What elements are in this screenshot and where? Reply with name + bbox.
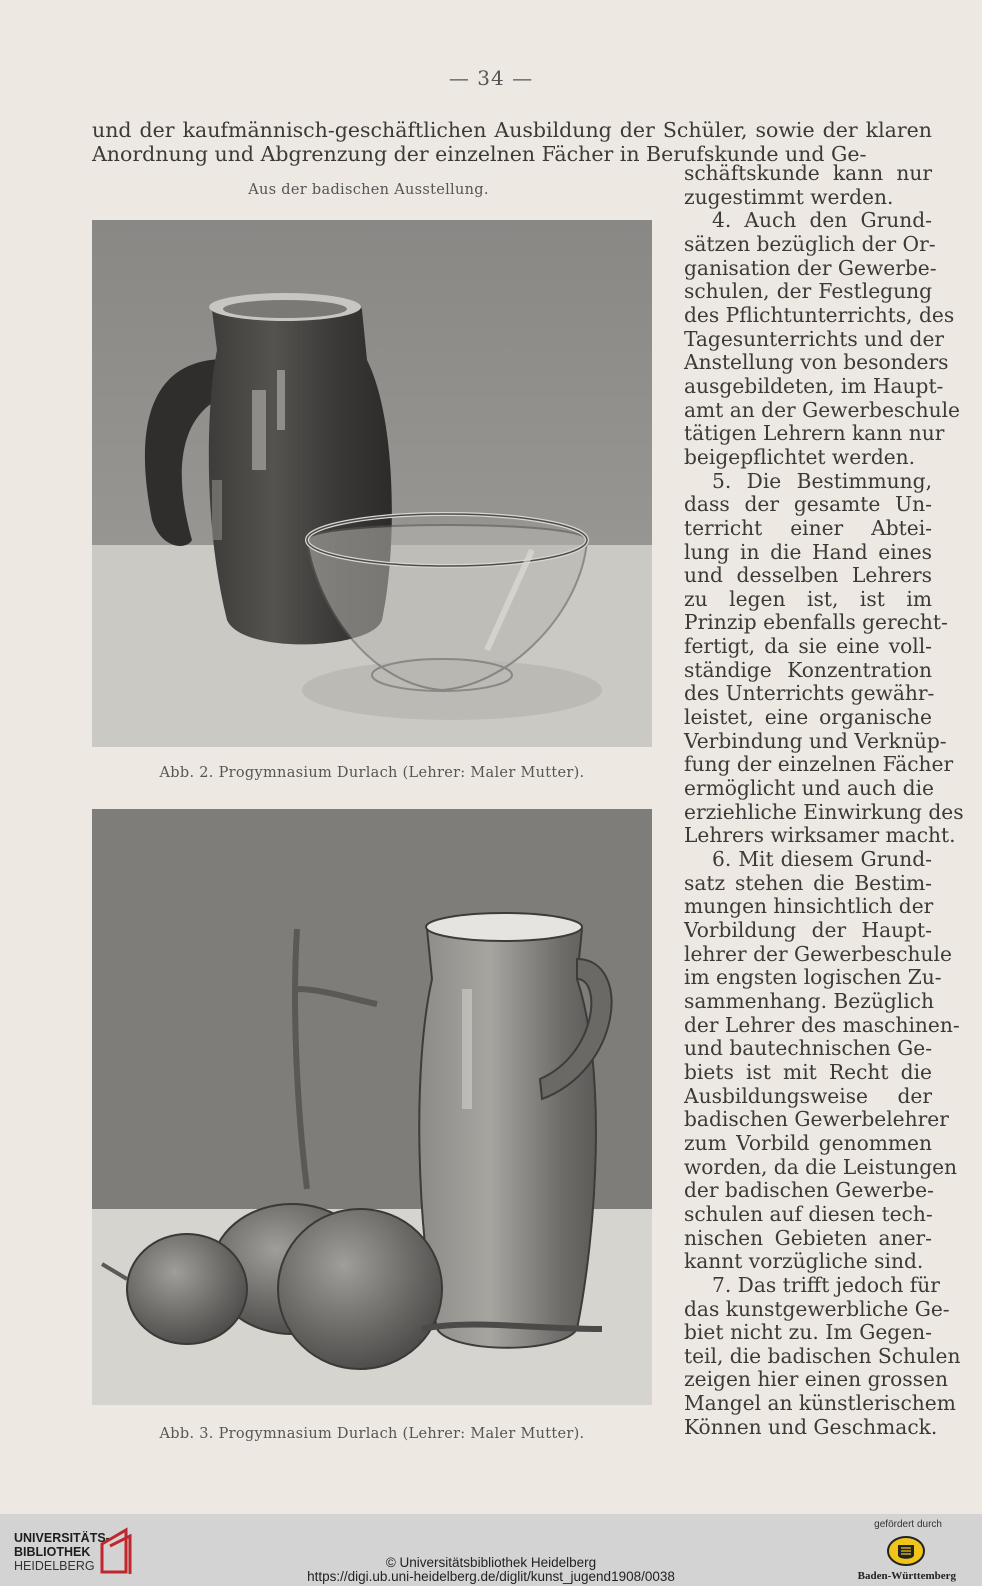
column-line: zugestimmt werden. [684,184,894,209]
column-line: Können und Geschmack. [684,1414,938,1439]
column-line: erziehliche Einwirkung des [684,799,964,824]
column-line: schulen auf diesen tech- [684,1201,933,1226]
column-line: Prinzip ebenfalls gerecht- [684,610,948,635]
column-line: 4. Auch den Grund- [712,208,932,233]
column-line: lung in die Hand eines [684,539,932,564]
column-line: leistet, eine organische [684,705,932,730]
column-line: ausgebildeten, im Haupt- [684,373,944,398]
column-line: sammenhang. Bezüglich [684,988,934,1013]
column-line: Lehrers wirksamer macht. [684,823,956,848]
column-line: satz stehen die Bestim- [684,870,932,895]
column-line: nischen Gebieten aner- [684,1225,932,1250]
column-line: Ausbildungsweise der [684,1083,932,1108]
library-line-3: HEIDELBERG [14,1559,95,1573]
column-line: ganisation der Gewerbe- [684,255,937,280]
column-line: fung der einzelnen Fächer [684,752,954,777]
column-line: teil, die badischen Schulen [684,1343,961,1368]
column-line: terricht einer Abtei- [684,515,932,540]
column-line: lehrer der Gewerbeschule [684,941,952,966]
column-line: und bautechnischen Ge- [684,1036,933,1061]
column-line: amt an der Gewerbeschule [684,397,960,422]
column-line: badischen Gewerbelehrer [684,1107,949,1132]
funded-by-label: gefördert durch [874,1519,942,1530]
copyright-text: © Universitätsbibliothek Heidelberg [385,1555,597,1570]
column-line: schäftskunde kann nur [684,161,932,185]
column-line: Vorbildung der Haupt- [684,918,932,942]
column-line: und desselben Lehrers [684,563,932,588]
intro-paragraph [92,118,932,166]
column-line: zu legen ist, ist im [684,586,932,611]
footer-bar [0,1514,982,1586]
column-line: Mangel an künstlerischem [684,1391,956,1416]
column-line: zeigen hier einen grossen [684,1367,948,1392]
library-line-1: UNIVERSITÄTS- [14,1531,110,1545]
column-line: 6. Mit diesem Grund- [712,847,932,872]
column-line: zum Vorbild genommen [684,1130,932,1155]
column-line: ständige Konzentration [684,657,932,682]
figure-3-caption: Abb. 3. Progymnasium Durlach (Lehrer: Maler Mutter). [159,1426,585,1442]
column-line: im engsten logischen Zu- [684,965,942,990]
column-line: 7. Das trifft jedoch für [712,1272,940,1297]
column-line: mungen hinsichtlich der [684,894,934,919]
column-line: biets ist mit Recht die [684,1059,932,1084]
column-line: tätigen Lehrern kann nur [684,421,945,446]
text-column [684,161,964,1439]
column-line: biet nicht zu. Im Gegen- [684,1320,932,1345]
column-line: der Lehrer des maschinen- [684,1012,960,1037]
figure-2-caption: Abb. 2. Progymnasium Durlach (Lehrer: Maler Mutter). [159,765,585,781]
permalink-url[interactable]: https://digi.ub.uni-heidelberg.de/diglit/kunst_jugend1908/0038 [307,1569,675,1584]
library-line-2: BIBLIOTHEK [14,1545,91,1559]
section-caption: Aus der badischen Ausstellung. [248,182,489,198]
column-line: der badischen Gewerbe- [684,1178,934,1203]
baden-wuerttemberg-emblem-icon [886,1535,926,1567]
page-number: — 34 — [448,66,534,90]
column-line: kannt vorzügliche sind. [684,1249,924,1274]
column-line: schulen, der Festlegung [684,279,932,304]
column-line: Anstellung von besonders [684,350,949,375]
column-line: des Pflichtunterrichts, des [684,302,955,327]
state-label: Baden-Württemberg [857,1570,956,1582]
column-line: worden, da die Leistungen [684,1154,958,1179]
copyright-notice [0,1556,982,1584]
column-line: Tagesunterrichts und der [684,326,945,351]
intro-line-1: und der kaufmännisch-geschäftlichen Ausbildung der Schüler, sowie der klaren [92,118,932,142]
column-line: sätzen bezüglich der Or- [684,231,936,256]
figure-2-still-life-jug-bowl [92,220,652,747]
column-line: 5. Die Bestimmung, [712,468,932,493]
column-line: beigepflichtet werden. [684,444,916,469]
column-line: Verbindung und Verknüp- [684,728,947,753]
column-line: des Unterrichts gewähr- [684,681,935,706]
figure-3-still-life-onions-pitcher [92,809,652,1405]
column-line: ermöglicht und auch die [684,776,934,801]
column-line: fertigt, da sie eine voll- [684,634,932,659]
intro-line-2: Anordnung und Abgrenzung der einzelnen Fächer in Berufskunde und Ge- [92,142,867,166]
column-line: das kunstgewerbliche Ge- [684,1296,950,1321]
column-line: dass der gesamte Un- [684,492,932,517]
